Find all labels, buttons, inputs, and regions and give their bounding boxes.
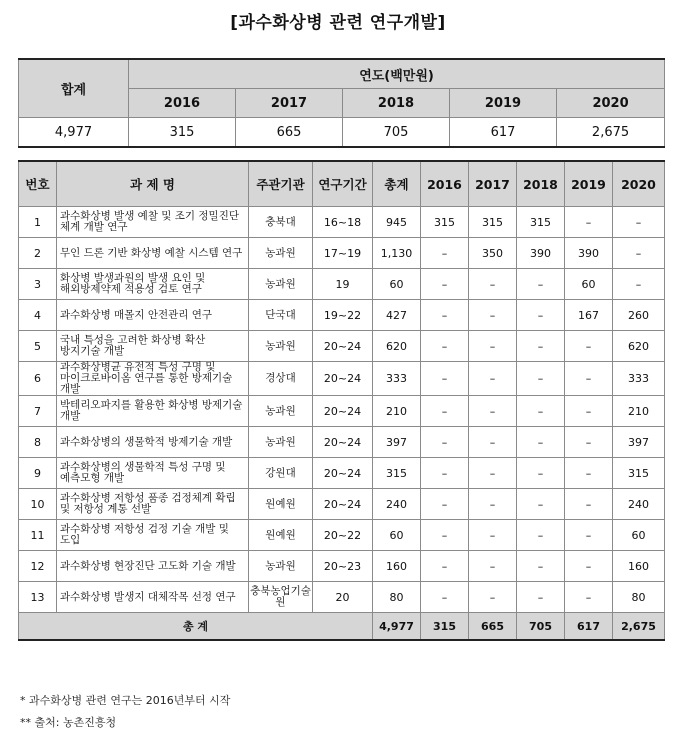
row-no: 6 [19,362,57,396]
row-period: 20~24 [313,331,373,362]
total-row [19,613,665,641]
row-year-value: – [469,582,517,613]
row-year-value: – [421,582,469,613]
row-year-value: 390 [517,238,565,269]
header-topic: 과 제 명 [57,161,249,207]
row-period: 19~22 [313,300,373,331]
row-year-value: – [517,520,565,551]
row-year-value: – [613,269,665,300]
row-topic: 박테리오파지를 활용한 화상병 방제기술 개발 [57,396,249,427]
row-total: 315 [373,458,421,489]
row-year-value: – [565,551,613,582]
row-no: 4 [19,300,57,331]
summary-year-header: 2020 [557,89,665,118]
summary-year-header: 2016 [129,89,236,118]
row-org: 충북농업기술원 [249,582,313,613]
row-org: 농과원 [249,331,313,362]
footnote: ** 출처: 농촌진흥청 [20,716,117,729]
row-no: 1 [19,207,57,238]
row-year-value: 60 [613,520,665,551]
table-row [19,582,665,613]
row-year-value: 210 [613,396,665,427]
row-year-value: 620 [613,331,665,362]
row-no: 13 [19,582,57,613]
summary-total-value: 4,977 [19,118,129,148]
row-total: 427 [373,300,421,331]
row-year-value: – [517,458,565,489]
row-year-value: 260 [613,300,665,331]
row-year-value: – [421,269,469,300]
row-year-value: – [517,582,565,613]
row-year-value: 80 [613,582,665,613]
page-title: [과수화상병 관련 연구개발] [230,13,446,33]
row-total: 60 [373,520,421,551]
row-year-value: – [517,489,565,520]
row-no: 8 [19,427,57,458]
total-row-total: 4,977 [373,613,421,641]
row-year-value: 315 [421,207,469,238]
header-year: 2016 [421,161,469,207]
row-year-value: – [421,396,469,427]
row-year-value: – [421,520,469,551]
row-year-value: 397 [613,427,665,458]
row-no: 5 [19,331,57,362]
row-year-value: – [469,396,517,427]
row-topic: 과수화상병 현장진단 고도화 기술 개발 [57,551,249,582]
total-row-year-value: 617 [565,613,613,641]
row-period: 20~24 [313,458,373,489]
row-total: 210 [373,396,421,427]
row-year-value: – [517,362,565,396]
row-org: 농과원 [249,269,313,300]
row-year-value: – [469,551,517,582]
row-year-value: 315 [613,458,665,489]
table-row [19,207,665,238]
row-year-value: – [565,427,613,458]
row-year-value: – [421,362,469,396]
row-topic: 국내 특성을 고려한 화상병 확산 방지기술 개발 [57,331,249,362]
row-year-value: – [565,362,613,396]
summary-year-value: 315 [129,118,236,148]
row-year-value: – [517,300,565,331]
row-year-value: – [469,520,517,551]
row-no: 3 [19,269,57,300]
row-topic: 무인 드론 기반 화상병 예찰 시스템 연구 [57,238,249,269]
row-total: 60 [373,269,421,300]
row-year-value: – [469,458,517,489]
row-topic: 과수화상병의 생물학적 방제기술 개발 [57,427,249,458]
row-year-value: 390 [565,238,613,269]
summary-year-value: 617 [450,118,557,148]
total-row-label: 총 계 [19,613,373,641]
row-org: 강원대 [249,458,313,489]
row-total: 1,130 [373,238,421,269]
row-year-value: – [469,269,517,300]
total-row-year-value: 665 [469,613,517,641]
row-period: 20~24 [313,396,373,427]
row-year-value: 315 [469,207,517,238]
row-total: 397 [373,427,421,458]
row-period: 20~23 [313,551,373,582]
header-year: 2020 [613,161,665,207]
row-year-value: – [565,582,613,613]
row-year-value: – [565,458,613,489]
summary-year-header: 2018 [343,89,450,118]
row-total: 333 [373,362,421,396]
header-no: 번호 [19,161,57,207]
research-projects-table [18,160,665,641]
header-year: 2017 [469,161,517,207]
table-row [19,300,665,331]
summary-year-value: 2,675 [557,118,665,148]
total-row-year-value: 315 [421,613,469,641]
row-total: 160 [373,551,421,582]
row-year-value: – [421,458,469,489]
row-total: 80 [373,582,421,613]
row-year-value: – [469,300,517,331]
row-year-value: – [517,551,565,582]
row-year-value: – [421,238,469,269]
row-no: 10 [19,489,57,520]
table-row [19,238,665,269]
row-year-value: – [421,427,469,458]
table-row [19,427,665,458]
table-row [19,458,665,489]
row-period: 20 [313,582,373,613]
row-org: 농과원 [249,396,313,427]
summary-year-header: 2017 [236,89,343,118]
row-year-value: – [565,520,613,551]
row-year-value: 350 [469,238,517,269]
row-year-value: – [421,300,469,331]
row-period: 16~18 [313,207,373,238]
row-year-value: 240 [613,489,665,520]
row-org: 농과원 [249,238,313,269]
row-year-value: 333 [613,362,665,396]
budget-summary-table [18,58,665,148]
row-period: 17~19 [313,238,373,269]
row-year-value: 60 [565,269,613,300]
total-row-year-value: 705 [517,613,565,641]
row-no: 12 [19,551,57,582]
row-org: 농과원 [249,427,313,458]
row-topic: 과수화상병 발생지 대체작목 선정 연구 [57,582,249,613]
total-row-year-value: 2,675 [613,613,665,641]
row-period: 20~22 [313,520,373,551]
row-topic: 화상병 발생과원의 발생 요인 및 해외방제약제 적용성 검토 연구 [57,269,249,300]
row-period: 20~24 [313,362,373,396]
summary-year-value: 665 [236,118,343,148]
row-no: 9 [19,458,57,489]
summary-year-header: 2019 [450,89,557,118]
header-year: 2019 [565,161,613,207]
summary-years-header: 연도(백만원) [129,59,665,89]
row-topic: 과수화상병 발생 예찰 및 조기 정밀진단 체계 개발 연구 [57,207,249,238]
row-topic: 과수화상병 매몰지 안전관리 연구 [57,300,249,331]
row-topic: 과수화상병균 유전적 특성 구명 및 마이크로바이옴 연구를 통한 방제기술 개발 [57,362,249,396]
row-no: 2 [19,238,57,269]
table-row [19,362,665,396]
table-row [19,551,665,582]
summary-year-value: 705 [343,118,450,148]
row-year-value: – [565,489,613,520]
row-no: 11 [19,520,57,551]
row-period: 20~24 [313,489,373,520]
table-row [19,396,665,427]
row-topic: 과수화상병 저항성 품종 검정체계 확립 및 저항성 계통 선발 [57,489,249,520]
table-row [19,269,665,300]
row-year-value: 160 [613,551,665,582]
header-total: 총계 [373,161,421,207]
table-row [19,489,665,520]
row-org: 경상대 [249,362,313,396]
row-year-value: – [565,207,613,238]
row-year-value: 315 [517,207,565,238]
row-year-value: – [469,331,517,362]
row-year-value: 167 [565,300,613,331]
summary-total-header: 합계 [19,59,129,118]
row-org: 충북대 [249,207,313,238]
row-period: 20~24 [313,427,373,458]
table-row [19,331,665,362]
footnote: * 과수화상병 관련 연구는 2016년부터 시작 [20,694,231,707]
row-org: 농과원 [249,551,313,582]
row-year-value: – [613,238,665,269]
row-total: 240 [373,489,421,520]
row-year-value: – [517,331,565,362]
table-row [19,520,665,551]
row-org: 원예원 [249,520,313,551]
row-year-value: – [517,269,565,300]
row-year-value: – [517,396,565,427]
row-total: 620 [373,331,421,362]
row-year-value: – [421,551,469,582]
row-topic: 과수화상병의 생물학적 특성 구명 및 예측모형 개발 [57,458,249,489]
header-period: 연구기간 [313,161,373,207]
row-year-value: – [469,489,517,520]
row-year-value: – [565,396,613,427]
row-org: 단국대 [249,300,313,331]
header-org: 주관기관 [249,161,313,207]
row-year-value: – [469,427,517,458]
row-year-value: – [421,489,469,520]
row-org: 원예원 [249,489,313,520]
row-year-value: – [565,331,613,362]
row-year-value: – [613,207,665,238]
row-total: 945 [373,207,421,238]
header-year: 2018 [517,161,565,207]
row-topic: 과수화상병 저항성 검정 기술 개발 및 도입 [57,520,249,551]
row-year-value: – [421,331,469,362]
row-year-value: – [469,362,517,396]
row-period: 19 [313,269,373,300]
row-year-value: – [517,427,565,458]
row-no: 7 [19,396,57,427]
